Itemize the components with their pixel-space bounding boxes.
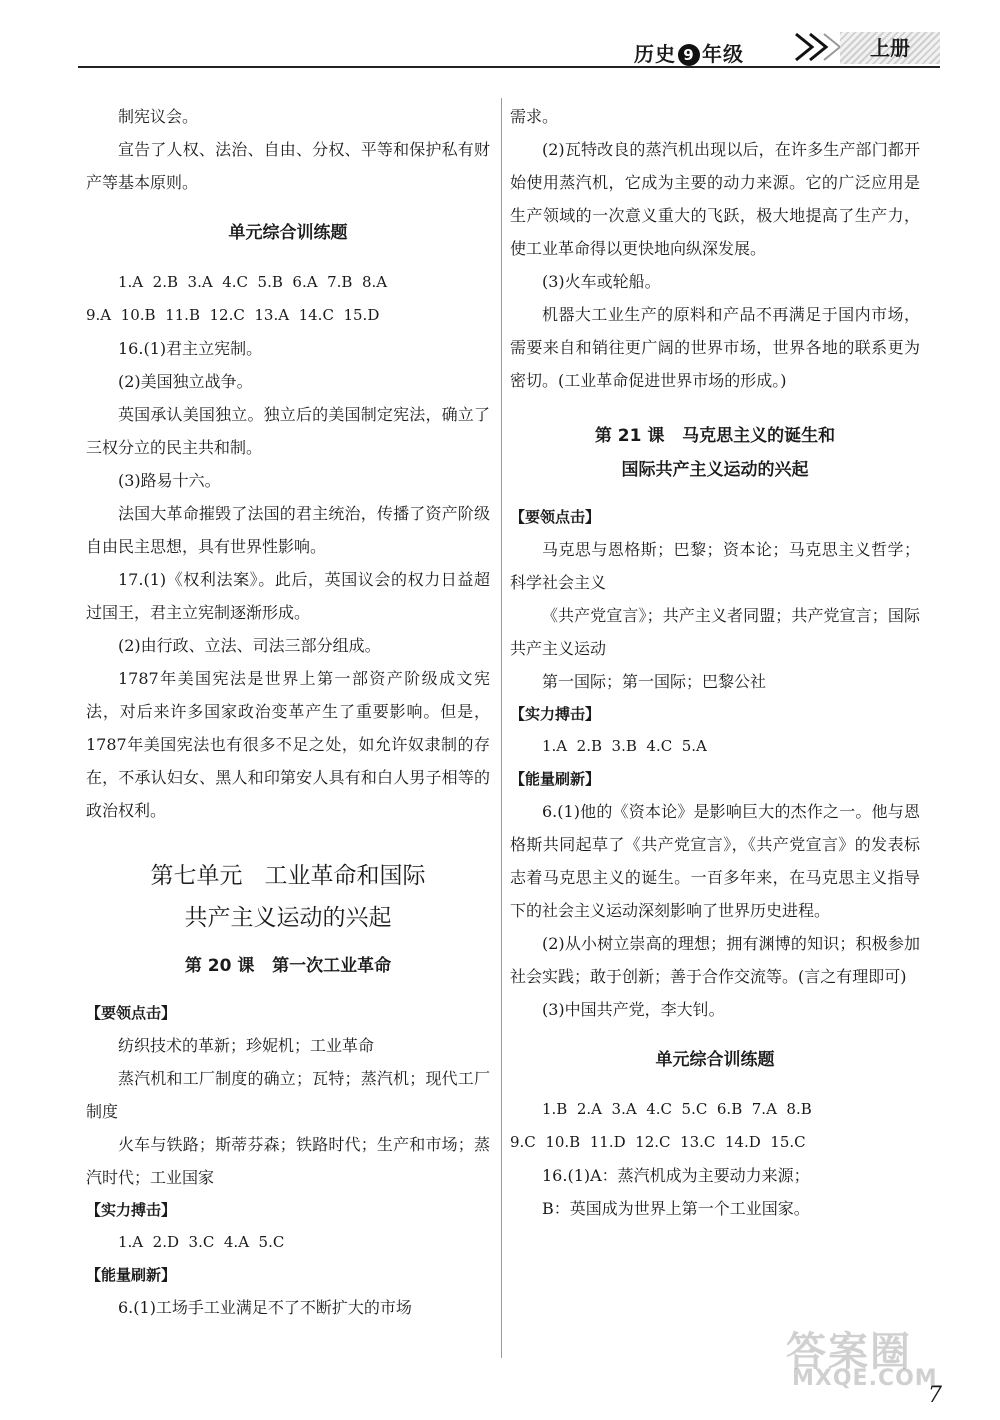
paragraph: (2)瓦特改良的蒸汽机出现以后，在许多生产部门都开始使用蒸汽机，它成为主要的动力来源。它的广泛应用是生产领域的一次意义重大的飞跃，极大地提高了生产力，使工业革命得以更快地向纵深发展。 (510, 140, 920, 258)
paragraph: 机器大工业生产的原料和产品不再满足于国内市场，需要来自和销往更广阔的世界市场，世界各地的联系更为密切。(工业革命促进世界市场的形成。) (510, 305, 920, 390)
practice-answers: 1.A 2.B 3.B 4.C 5.A (542, 737, 707, 755)
answer-paragraph: (2)美国独立战争。 (118, 372, 253, 391)
answer-paragraph: (2)由行政、立法、司法三部分组成。 (118, 636, 381, 655)
unit-title-line: 第七单元 工业革命和国际 (150, 863, 426, 889)
answer-line: 1.A 2.B 3.A 4.C 5.B 6.A 7.B 8.A (118, 273, 388, 291)
answer-line: 9.A 10.B 11.B 12.C 13.A 14.C 15.D (86, 306, 380, 324)
column-divider (501, 98, 502, 1358)
answer-paragraph: 17.(1)《权利法案》。此后，英国议会的权力日益超过国王，君主立宪制逐渐形成。 (86, 570, 490, 622)
header-subject: 历史 9 年级 (634, 42, 744, 66)
answer-paragraph: 英国承认美国独立。独立后的美国制定宪法，确立了三权分立的民主共和制。 (86, 405, 490, 457)
answer-paragraph: 16.(1)君主立宪制。 (118, 339, 263, 358)
lesson-title-line: 国际共产主义运动的兴起 (621, 460, 809, 480)
watermark-top: 答案圈 (786, 1329, 912, 1375)
answer-line: 9.C 10.B 11.D 12.C 13.C 14.D 15.C (510, 1133, 806, 1151)
lesson-title: 第 20 课 第一次工业革命 (184, 956, 392, 976)
unit-title (86, 855, 490, 939)
tag-practice: 【实力搏击】 (510, 705, 601, 723)
paragraph: 宣告了人权、法治、自由、分权、平等和保护私有财产等基本原则。 (86, 140, 490, 192)
double-chevron-icon (790, 30, 842, 64)
lesson-title-line: 第 21 课 马克思主义的诞生和 (594, 426, 836, 446)
key-point: 火车与铁路；斯蒂芬森；铁路时代；生产和市场；蒸汽时代；工业国家 (86, 1135, 490, 1187)
paragraph: (3)火车或轮船。 (542, 272, 661, 291)
answer-line: 1.B 2.A 3.A 4.C 5.C 6.B 7.A 8.B (542, 1100, 812, 1118)
header-rule (78, 66, 940, 68)
page-header (78, 30, 940, 70)
key-point: 马克思与恩格斯；巴黎；资本论；马克思主义哲学；科学社会主义 (510, 540, 920, 592)
unit-title-line: 共产主义运动的兴起 (184, 905, 392, 931)
answer-paragraph: 6.(1)工场手工业满足不了不断扩大的市场 (118, 1298, 412, 1317)
tag-key-points: 【要领点击】 (86, 1004, 177, 1022)
paragraph: 制宪议会。 (118, 107, 199, 126)
answer-paragraph: (3)中国共产党，李大钊。 (542, 1000, 725, 1019)
page-number: 7 (928, 1383, 942, 1408)
answer-paragraph: 16.(1)A：蒸汽机成为主要动力来源； (542, 1166, 810, 1185)
watermark-bottom: MXQE.COM (792, 1366, 938, 1391)
answer-paragraph: 法国大革命摧毁了法国的君主统治，传播了资产阶级自由民主思想，具有世界性影响。 (86, 504, 490, 556)
key-point: 蒸汽机和工厂制度的确立；瓦特；蒸汽机；现代工厂制度 (86, 1069, 490, 1121)
answer-paragraph: 1787年美国宪法是世界上第一部资产阶级成文宪法，对后来许多国家政治变革产生了重要影响。但是，1787年美国宪法也有很多不足之处，如允许奴隶制的存在，不承认妇女、黑人和印第安人具有和白人男子相等的政治权利。 (86, 669, 490, 820)
watermark-logo (786, 1320, 936, 1390)
lesson-title (510, 419, 920, 487)
tag-practice: 【实力搏击】 (86, 1201, 177, 1219)
paragraph: 需求。 (510, 107, 559, 126)
header-volume: 上册 (840, 32, 940, 64)
tag-energy: 【能量刷新】 (86, 1266, 177, 1284)
grade-number-badge: 9 (678, 44, 700, 66)
answer-paragraph: B：英国成为世界上第一个工业国家。 (542, 1199, 810, 1218)
key-point: 纺织技术的革新；珍妮机；工业革命 (118, 1036, 375, 1055)
answer-paragraph: (2)从小树立崇高的理想；拥有渊博的知识；积极参加社会实践；敢于创新；善于合作交流等。(言之有理即可) (510, 934, 920, 986)
answer-paragraph: (3)路易十六。 (118, 471, 221, 490)
left-column (86, 100, 490, 1324)
section-title: 单元综合训练题 (655, 1050, 775, 1070)
section-title: 单元综合训练题 (228, 223, 348, 243)
key-point: 第一国际；第一国际；巴黎公社 (542, 672, 767, 691)
key-point: 《共产党宣言》；共产主义者同盟；共产党宣言；国际共产主义运动 (510, 606, 920, 658)
practice-answers: 1.A 2.D 3.C 4.A 5.C (118, 1233, 285, 1251)
right-column (510, 100, 920, 1225)
tag-key-points: 【要领点击】 (510, 508, 601, 526)
tag-energy: 【能量刷新】 (510, 770, 601, 788)
answer-paragraph: 6.(1)他的《资本论》是影响巨大的杰作之一。他与恩格斯共同起草了《共产党宣言》，《共产党宣言》的发表标志着马克思主义的诞生。一百多年来，在马克思主义指导下的社会主义运动深刻影响了世界历史进程。 (510, 802, 920, 920)
